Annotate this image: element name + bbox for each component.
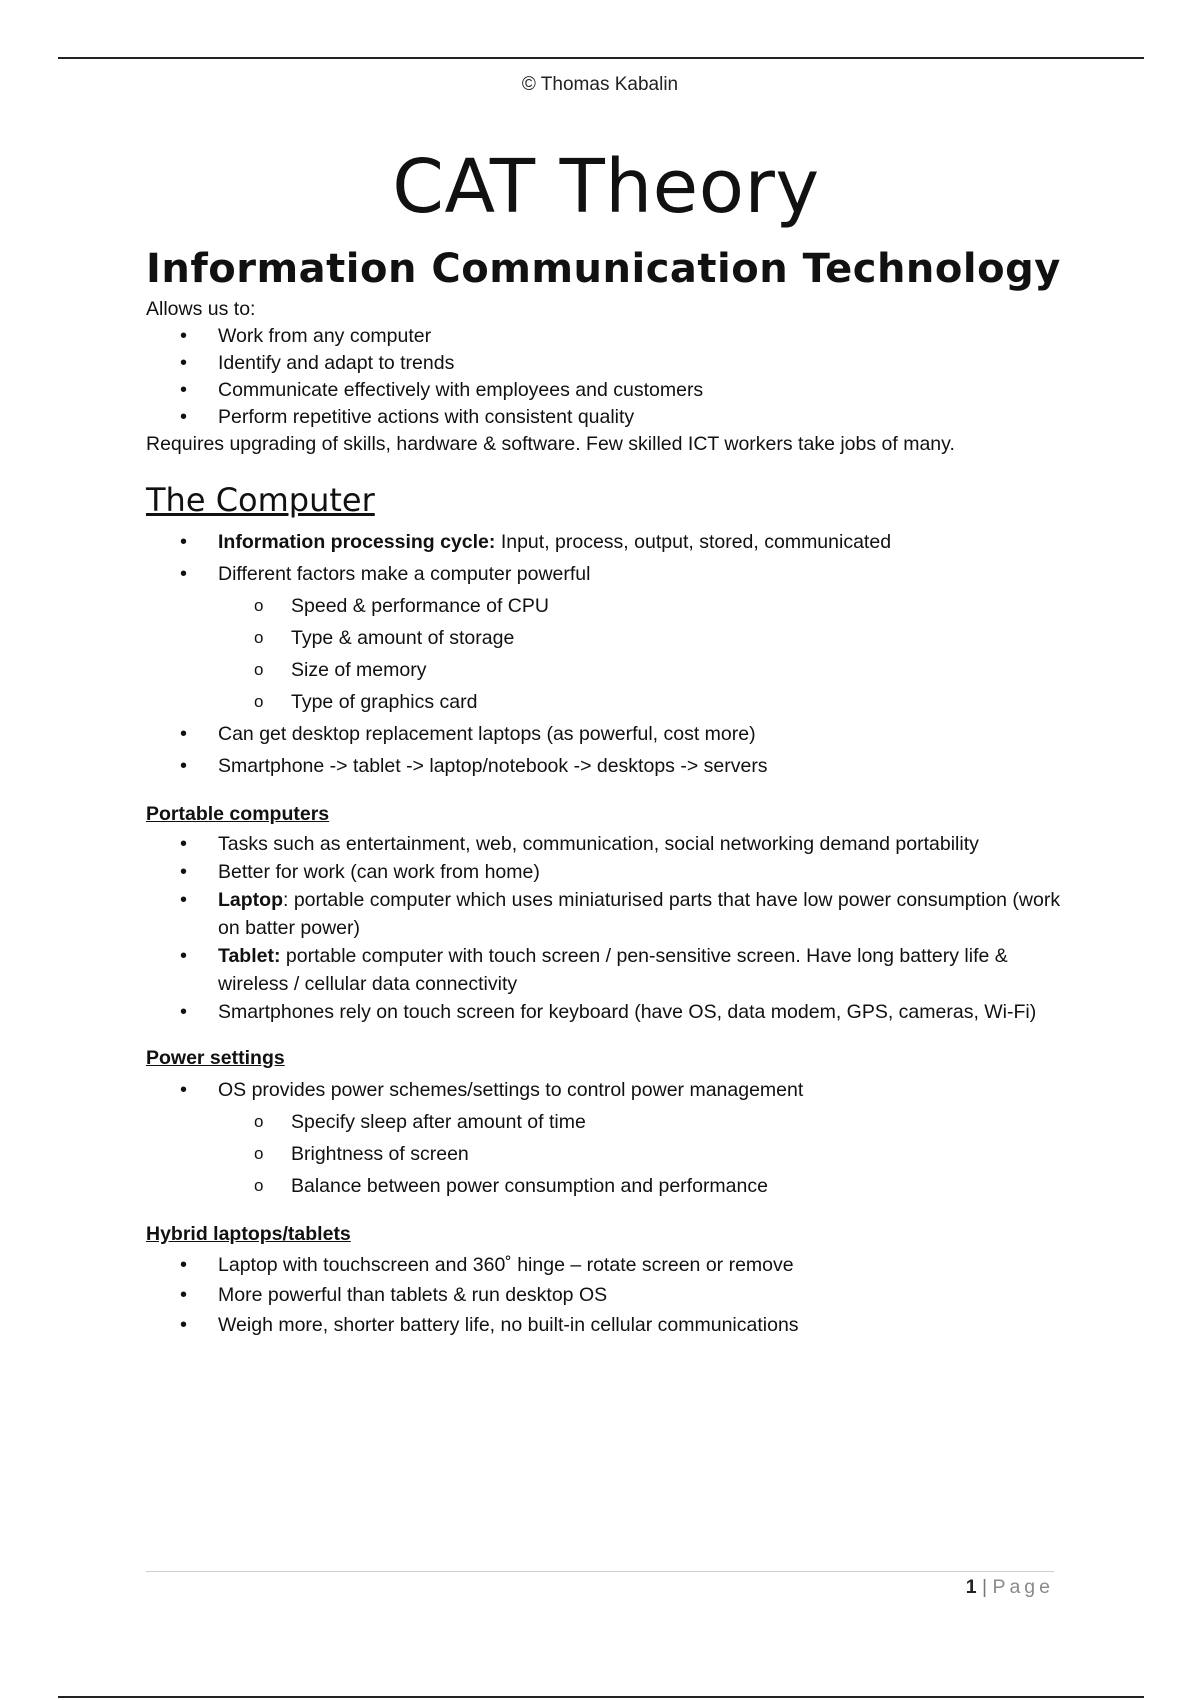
power-text: OS provides power schemes/settings to control power management — [218, 1079, 804, 1101]
cycle-label: Information processing cycle: — [218, 531, 496, 553]
list-item: • Weigh more, shorter battery life, no built-in cellular communications — [146, 1310, 1066, 1340]
list-item — [146, 526, 1066, 558]
hybrid-list — [146, 1250, 1066, 1340]
bottom-rule — [58, 1696, 1144, 1698]
power-heading: Power settings — [146, 1047, 285, 1069]
list-item — [146, 886, 1066, 942]
sub-list-item: o Brightness of screen — [146, 1138, 1066, 1170]
power-sublist — [218, 1106, 1066, 1202]
hybrid-heading: Hybrid laptops/tablets — [146, 1223, 351, 1245]
header-copyright: © Thomas Kabalin — [521, 74, 679, 95]
computer-list — [146, 526, 1066, 782]
page-title: CAT Theory — [392, 144, 820, 230]
sub-list-item: o Type & amount of storage — [146, 622, 1066, 654]
list-item: • Better for work (can work from home) — [146, 858, 1066, 886]
sub-list-item: o Speed & performance of CPU — [146, 590, 1066, 622]
sub-list-item: o Specify sleep after amount of time — [146, 1106, 1066, 1138]
laptop-label: Laptop — [218, 889, 283, 911]
page-content — [146, 140, 1066, 1340]
portable-list — [146, 830, 1066, 1026]
footer-rule — [146, 1571, 1054, 1572]
ict-heading: Information Communication Technology — [146, 246, 1061, 292]
list-item: • More powerful than tablets & run desktop OS — [146, 1280, 1066, 1310]
list-item: • Smartphone -> tablet -> laptop/notebook -> desktops -> servers — [146, 750, 1066, 782]
portable-heading: Portable computers — [146, 803, 330, 825]
list-item: • Can get desktop replacement laptops (as powerful, cost more) — [146, 718, 1066, 750]
list-item: • Identify and adapt to trends — [146, 350, 1066, 377]
top-rule — [58, 57, 1144, 59]
power-list — [146, 1074, 1066, 1202]
page-footer — [146, 1576, 1054, 1599]
page-label: Page — [992, 1576, 1054, 1598]
list-item: • Work from any computer — [146, 323, 1066, 350]
factors-sublist — [218, 590, 1066, 718]
list-item — [146, 558, 1066, 718]
sub-list-item: o Type of graphics card — [146, 686, 1066, 718]
list-item: • Perform repetitive actions with consistent quality — [146, 404, 1066, 431]
sub-list-item: o Balance between power consumption and performance — [146, 1170, 1066, 1202]
list-item — [146, 942, 1066, 998]
ict-note: Requires upgrading of skills, hardware & software. Few skilled ICT workers take jobs of many. — [146, 433, 955, 455]
sub-list-item: o Size of memory — [146, 654, 1066, 686]
page-number: 1 — [965, 1576, 977, 1598]
list-item — [146, 1074, 1066, 1202]
factors-text: Different factors make a computer powerful — [218, 563, 591, 585]
ict-list — [146, 323, 1066, 431]
tablet-text: portable computer with touch screen / pen-sensitive screen. Have long battery life & wireless / cellular data connectivity — [218, 945, 1008, 995]
computer-heading: The Computer — [146, 481, 375, 519]
tablet-label: Tablet: — [218, 945, 281, 967]
ict-intro: Allows us to: — [146, 298, 256, 320]
list-item: • Laptop with touchscreen and 360˚ hinge – rotate screen or remove — [146, 1250, 1066, 1280]
list-item: • Smartphones rely on touch screen for keyboard (have OS, data modem, GPS, cameras, Wi-Fi) — [146, 998, 1066, 1026]
cycle-text: Input, process, output, stored, communicated — [495, 531, 892, 553]
list-item: • Tasks such as entertainment, web, communication, social networking demand portability — [146, 830, 1066, 858]
list-item: • Communicate effectively with employees and customers — [146, 377, 1066, 404]
footer-separator: | — [976, 1576, 993, 1598]
laptop-text: : portable computer which uses miniaturised parts that have low power consumption (work on batter power) — [218, 889, 1061, 939]
